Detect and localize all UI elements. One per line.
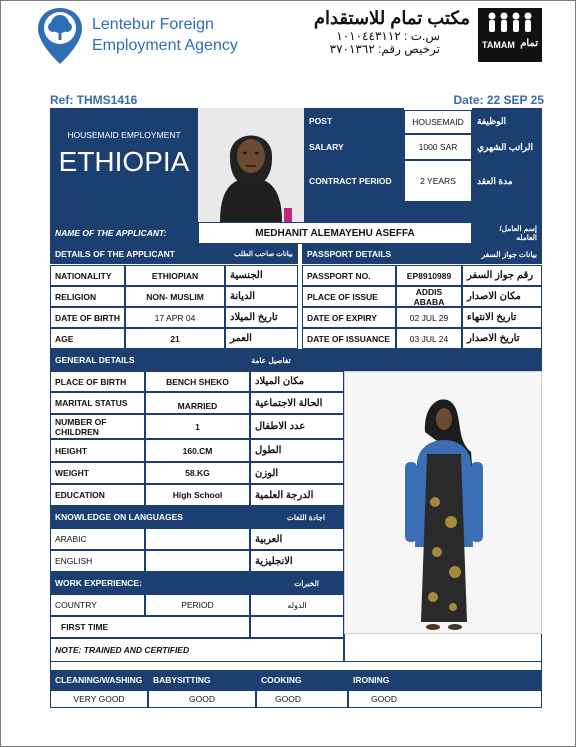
general-value-marital: MARRIED (145, 392, 250, 414)
job-post-label: POST (304, 108, 404, 134)
job-salary-ar: الراتب الشهري (472, 134, 542, 160)
general-value-birthplace: BENCH SHEKO (145, 371, 250, 392)
general-header: GENERAL DETAILS (50, 349, 198, 371)
skill-label-cooking: COOKING (256, 670, 348, 690)
passport-header (302, 244, 542, 264)
applicant-name-ar: إسم العامل/ العامله (472, 222, 542, 244)
passport-ar-number: رقم جواز السفر (462, 265, 542, 286)
experience-country-label: COUNTRY (50, 594, 145, 616)
general-ar-height: الطول (250, 439, 344, 462)
job-salary-label: SALARY (304, 134, 404, 160)
agency-name-line1: Lentebur Foreign (92, 16, 214, 33)
note-text: NOTE: TRAINED AND CERTIFIED (50, 638, 344, 662)
skill-label-cleaning: CLEANING/WASHING (50, 670, 148, 690)
passport-label-issuance: DATE OF ISSUANCE (302, 328, 396, 349)
details-header-label: DETAILS OF THE APPLICANT (55, 249, 175, 259)
details-ar-age: العمر (225, 328, 298, 349)
skill-label-ironing: IRONING (348, 670, 542, 690)
details-value-dob: 17 APR 04 (125, 307, 225, 328)
details-label-dob: DATE OF BIRTH (50, 307, 125, 328)
agency-logo-pin-icon (36, 6, 84, 66)
details-header-ar: بيانات صاحب الطلب (233, 251, 293, 258)
agency-name-line2: Employment Agency (92, 37, 238, 54)
passport-header-ar: بيانات جواز السفر (481, 249, 537, 259)
job-contract-value: 2 YEARS (404, 160, 472, 202)
passport-value-place: ADDIS ABABA (396, 286, 462, 307)
details-value-age: 21 (125, 328, 225, 349)
experience-period-label: PERIOD (145, 594, 250, 616)
skill-value-cooking: GOOD (256, 690, 348, 708)
general-label-height: HEIGHT (50, 439, 145, 462)
details-value-nationality: ETHIOPIAN (125, 265, 225, 286)
languages-header-label: KNOWLEDGE ON LANGUAGES (55, 512, 183, 522)
passport-label-expiry: DATE OF EXPIRY (302, 307, 396, 328)
title-block (50, 108, 198, 222)
language-label-english: ENGLISH (50, 550, 145, 572)
employment-label: HOUSEMAID EMPLOYMENT (67, 130, 181, 140)
skill-value-ironing: GOOD (348, 690, 542, 708)
note-spacer (50, 662, 542, 670)
skill-value-babysitting: GOOD (148, 690, 256, 708)
experience-header-ar: الخبرات (294, 578, 319, 588)
general-label-weight: WEIGHT (50, 462, 145, 484)
details-header (50, 244, 298, 264)
language-value-arabic (145, 528, 250, 550)
details-ar-religion: الديانة (225, 286, 298, 307)
passport-header-label: PASSPORT DETAILS (307, 249, 392, 259)
experience-header-label: WORK EXPERIENCE: (55, 578, 142, 588)
details-value-religion: NON- MUSLIM (125, 286, 225, 307)
details-ar-dob: تاريخ الميلاد (225, 307, 298, 328)
general-value-education: High School (145, 484, 250, 506)
country-title: ETHIOPIA (58, 146, 190, 177)
language-label-arabic: ARABIC (50, 528, 145, 550)
note-empty (344, 634, 542, 662)
details-ar-nationality: الجنسية (225, 265, 298, 286)
passport-ar-issuance: تاريخ الاصدار (462, 328, 542, 349)
general-value-weight: 58.KG (145, 462, 250, 484)
applicant-name-value: MEDHANIT ALEMAYEHU ASEFFA (198, 222, 472, 244)
passport-label-number: PASSPORT NO. (302, 265, 396, 286)
experience-first-time: FIRST TIME (50, 616, 250, 638)
general-ar-birthplace: مكان الميلاد (250, 371, 344, 392)
job-contract-ar: مدة العقد (472, 160, 542, 202)
language-value-english (145, 550, 250, 572)
general-label-marital: MARITAL STATUS (50, 392, 145, 414)
people-icon (478, 8, 542, 38)
general-ar-education: الدرجة العلمية (250, 484, 344, 506)
passport-label-place: PLACE OF ISSUE (302, 286, 396, 307)
general-ar-marital: الحالة الاجتماعية (250, 392, 344, 414)
general-label-children: NUMBER OF CHILDREN (50, 414, 145, 439)
logo-arabic: تمام (520, 38, 538, 49)
general-value-children: 1 (145, 414, 250, 439)
language-ar-english: الانجليزية (250, 550, 344, 572)
applicant-portrait (198, 108, 304, 222)
job-contract-label: CONTRACT PERIOD (304, 160, 404, 202)
reference-number: Ref: THMS1416 (50, 93, 138, 107)
job-spacer (304, 202, 542, 222)
agency-name (92, 14, 292, 56)
general-value-height: 160.CM (145, 439, 250, 462)
agency-arabic-name: مكتب تمام للاستقدام (313, 8, 470, 28)
details-label-nationality: NATIONALITY (50, 265, 125, 286)
general-header-fill (344, 349, 542, 371)
passport-ar-expiry: تاريخ الانتهاء (462, 307, 542, 328)
general-ar-weight: الوزن (250, 462, 344, 484)
language-ar-arabic: العربية (250, 528, 344, 550)
experience-empty-cell (250, 616, 344, 638)
agency-cr-number: س.ت : ١٠١٠٤٤٣١١٢ (336, 29, 440, 43)
languages-header-ar: اجادة اللغات (286, 512, 325, 522)
document-date: Date: 22 SEP 25 (453, 93, 544, 107)
general-label-education: EDUCATION (50, 484, 145, 506)
job-salary-value: 1000 SAR (404, 134, 472, 160)
applicant-name-label: NAME OF THE APPLICANT: (50, 222, 198, 244)
general-ar-children: عدد الاطفال (250, 414, 344, 439)
details-label-age: AGE (50, 328, 125, 349)
passport-value-expiry: 02 JUL 29 (396, 307, 462, 328)
logo-text: TAMAM (482, 40, 515, 50)
skill-label-babysitting: BABYSITTING (148, 670, 256, 690)
experience-period-ar: الدوله (250, 594, 344, 616)
job-post-ar: الوظيفة (472, 108, 542, 134)
passport-value-number: EP8910989 (396, 265, 462, 286)
general-label-birthplace: PLACE OF BIRTH (50, 371, 145, 392)
passport-value-issuance: 03 JUL 24 (396, 328, 462, 349)
job-post-value: HOUSEMAID (404, 110, 472, 134)
tamam-logo (478, 8, 542, 62)
agency-license-number: ترخيص رقم: ٣٧٠١٣٦٢ (329, 42, 440, 56)
experience-header (50, 572, 344, 594)
passport-ar-place: مكان الاصدار (462, 286, 542, 307)
languages-header (50, 506, 344, 528)
details-label-religion: RELIGION (50, 286, 125, 307)
applicant-full-photo (344, 371, 542, 634)
skill-value-cleaning: VERY GOOD (50, 690, 148, 708)
general-header-ar: تفاصيل عامة (198, 349, 344, 371)
